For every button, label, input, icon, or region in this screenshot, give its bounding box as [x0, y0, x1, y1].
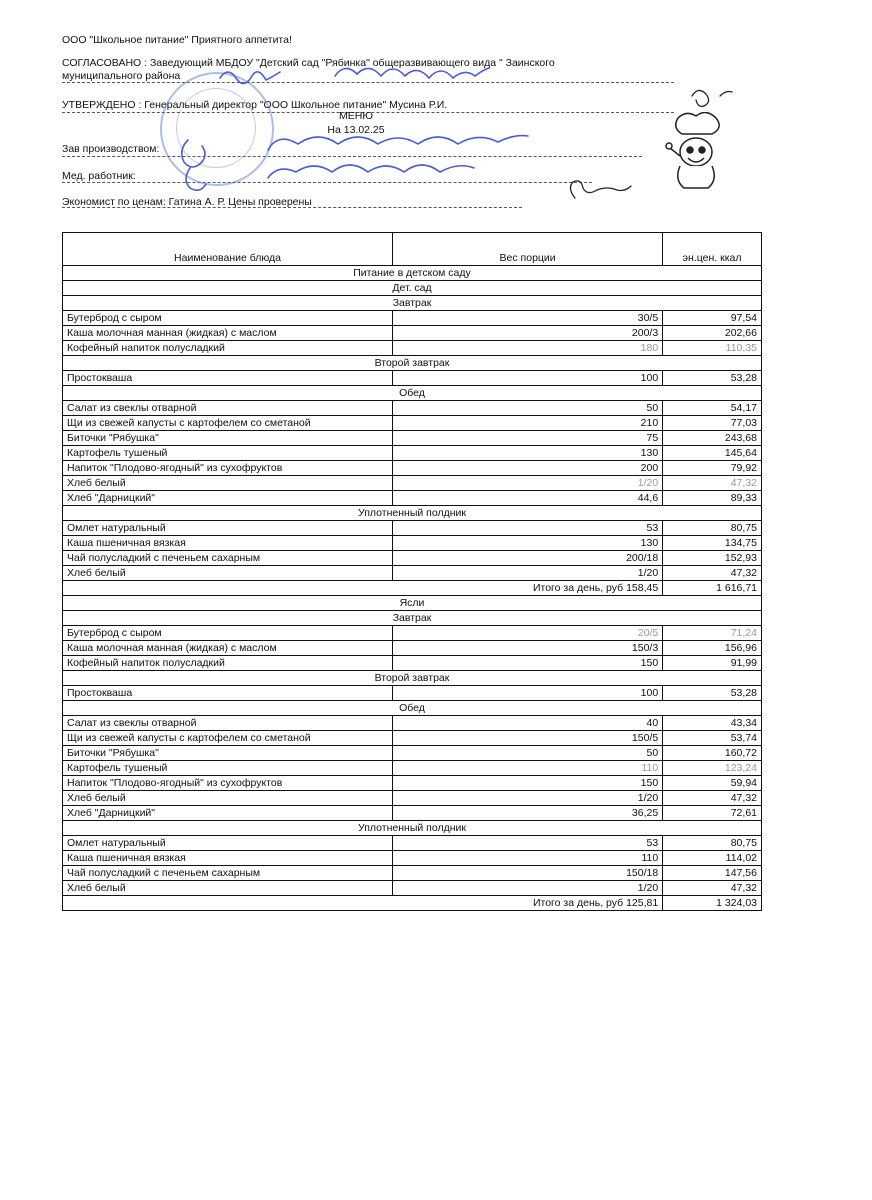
medic-label: Мед. работник: [62, 170, 136, 182]
table-row [63, 866, 762, 881]
dish-weight: 210 [393, 416, 663, 431]
dish-name: Картофель тушеный [63, 761, 393, 776]
dish-kcal: 89,33 [663, 491, 762, 506]
dish-kcal: 71,24 [663, 626, 762, 641]
dish-kcal: 110,35 [663, 341, 762, 356]
dish-kcal: 202,66 [663, 326, 762, 341]
meal-row [63, 611, 762, 626]
menu-table [62, 232, 762, 911]
dish-kcal: 152,93 [663, 551, 762, 566]
table-row [63, 761, 762, 776]
dish-name: Простокваша [63, 371, 393, 386]
dish-weight: 200/18 [393, 551, 663, 566]
dish-name: Напиток "Плодово-ягодный" из сухофруктов [63, 776, 393, 791]
dish-kcal: 47,32 [663, 791, 762, 806]
table-row [63, 536, 762, 551]
table-row [63, 731, 762, 746]
dish-name: Чай полусладкий с печеньем сахарным [63, 866, 393, 881]
table-row [63, 641, 762, 656]
meal-row [63, 821, 762, 836]
dish-weight: 1/20 [393, 476, 663, 491]
meal-title: Уплотненный полдник [63, 821, 762, 836]
column-header-kcal: эн.цен. ккал [663, 233, 762, 266]
chef-mascot-icon [664, 112, 728, 192]
table-row [63, 626, 762, 641]
dish-kcal: 43,34 [663, 716, 762, 731]
dish-kcal: 243,68 [663, 431, 762, 446]
dish-kcal: 123,24 [663, 761, 762, 776]
group-row [63, 596, 762, 611]
dish-name: Хлеб "Дарницкий" [63, 491, 393, 506]
dish-kcal: 77,03 [663, 416, 762, 431]
dish-kcal: 80,75 [663, 521, 762, 536]
table-row [63, 836, 762, 851]
dish-weight: 100 [393, 686, 663, 701]
dish-kcal: 134,75 [663, 536, 762, 551]
table-row [63, 521, 762, 536]
dish-kcal: 160,72 [663, 746, 762, 761]
dish-kcal: 91,99 [663, 656, 762, 671]
column-header-weight: Вес порции [393, 233, 663, 266]
group-title: Ясли [63, 596, 762, 611]
table-row [63, 416, 762, 431]
dish-name: Биточки "Рябушка" [63, 431, 393, 446]
dish-weight: 20/5 [393, 626, 663, 641]
table-row [63, 551, 762, 566]
table-row [63, 491, 762, 506]
total-spacer [63, 581, 393, 596]
menu-title: МЕНЮ [339, 110, 373, 122]
meal-row [63, 356, 762, 371]
agreed-line: СОГЛАСОВАНО : Заведующий МБДОУ "Детский сад "Рябинка" общеразвивающего вида " Заинского [62, 57, 555, 69]
dish-name: Каша молочная манная (жидкая) с маслом [63, 326, 393, 341]
dish-name: Каша молочная манная (жидкая) с маслом [63, 641, 393, 656]
dish-name: Напиток "Плодово-ягодный" из сухофруктов [63, 461, 393, 476]
group-title: Дет. сад [63, 281, 762, 296]
dish-name: Каша пшеничная вязкая [63, 851, 393, 866]
meal-title: Завтрак [63, 296, 762, 311]
dish-weight: 75 [393, 431, 663, 446]
dish-weight: 44,6 [393, 491, 663, 506]
table-row [63, 401, 762, 416]
handwritten-signatures [0, 0, 872, 230]
meal-title: Уплотненный полдник [63, 506, 762, 521]
table-row [63, 371, 762, 386]
dish-weight: 150 [393, 656, 663, 671]
total-kcal: 1 616,71 [663, 581, 762, 596]
table-row [63, 461, 762, 476]
dish-weight: 110 [393, 851, 663, 866]
dish-weight: 50 [393, 401, 663, 416]
table-row [63, 806, 762, 821]
meal-title: Второй завтрак [63, 671, 762, 686]
dish-name: Хлеб белый [63, 881, 393, 896]
table-row [63, 716, 762, 731]
dish-weight: 150/5 [393, 731, 663, 746]
dish-weight: 110 [393, 761, 663, 776]
meal-title: Обед [63, 701, 762, 716]
total-label: Итого за день, руб 125,81 [393, 896, 663, 911]
dish-kcal: 97,54 [663, 311, 762, 326]
meal-row [63, 296, 762, 311]
total-kcal: 1 324,03 [663, 896, 762, 911]
dish-kcal: 53,74 [663, 731, 762, 746]
meal-row [63, 386, 762, 401]
dish-weight: 40 [393, 716, 663, 731]
dish-weight: 150 [393, 776, 663, 791]
meal-row [63, 671, 762, 686]
economist-line: Экономист по ценам: Гатина А. Р. Цены проверены [62, 196, 312, 208]
agreed-line-2: муниципального района [62, 70, 181, 82]
table-row [63, 341, 762, 356]
total-row [63, 581, 762, 596]
dish-weight: 150/18 [393, 866, 663, 881]
dish-name: Каша пшеничная вязкая [63, 536, 393, 551]
table-row [63, 851, 762, 866]
table-row [63, 566, 762, 581]
total-label: Итого за день, руб 158,45 [393, 581, 663, 596]
dish-name: Хлеб "Дарницкий" [63, 806, 393, 821]
dish-kcal: 79,92 [663, 461, 762, 476]
dish-weight: 50 [393, 746, 663, 761]
table-row [63, 311, 762, 326]
dish-name: Щи из свежей капусты с картофелем со сметаной [63, 416, 393, 431]
dish-kcal: 72,61 [663, 806, 762, 821]
table-row [63, 776, 762, 791]
dish-kcal: 47,32 [663, 881, 762, 896]
dish-kcal: 59,94 [663, 776, 762, 791]
dish-name: Хлеб белый [63, 476, 393, 491]
dish-name: Хлеб белый [63, 791, 393, 806]
section-title: Питание в детском саду [63, 266, 762, 281]
dish-weight: 1/20 [393, 566, 663, 581]
table-header-row [63, 233, 762, 266]
dish-kcal: 156,96 [663, 641, 762, 656]
dish-weight: 53 [393, 521, 663, 536]
dish-kcal: 53,28 [663, 371, 762, 386]
dish-name: Простокваша [63, 686, 393, 701]
meal-row [63, 506, 762, 521]
dish-weight: 36,25 [393, 806, 663, 821]
dish-name: Салат из свеклы отварной [63, 716, 393, 731]
dish-name: Омлет натуральный [63, 521, 393, 536]
column-header-dish: Наименование блюда [63, 233, 393, 266]
dish-weight: 180 [393, 341, 663, 356]
dish-weight: 1/20 [393, 791, 663, 806]
dish-weight: 200 [393, 461, 663, 476]
total-spacer [63, 896, 393, 911]
dish-name: Хлеб белый [63, 566, 393, 581]
dish-weight: 100 [393, 371, 663, 386]
dish-kcal: 80,75 [663, 836, 762, 851]
meal-title: Завтрак [63, 611, 762, 626]
section-title-row [63, 266, 762, 281]
dish-name: Чай полусладкий с печеньем сахарным [63, 551, 393, 566]
dish-name: Биточки "Рябушка" [63, 746, 393, 761]
meal-row [63, 701, 762, 716]
dish-weight: 130 [393, 536, 663, 551]
dish-kcal: 114,02 [663, 851, 762, 866]
table-row [63, 791, 762, 806]
dish-name: Картофель тушеный [63, 446, 393, 461]
dish-name: Кофейный напиток полусладкий [63, 656, 393, 671]
dish-name: Омлет натуральный [63, 836, 393, 851]
dish-weight: 200/3 [393, 326, 663, 341]
table-row [63, 746, 762, 761]
table-row [63, 326, 762, 341]
dish-kcal: 54,17 [663, 401, 762, 416]
dish-weight: 1/20 [393, 881, 663, 896]
approved-line: УТВЕРЖДЕНО : Генеральный директор "ООО Школьное питание" Мусина Р.И. [62, 99, 448, 111]
dish-name: Салат из свеклы отварной [63, 401, 393, 416]
table-row [63, 656, 762, 671]
dish-kcal: 147,56 [663, 866, 762, 881]
dish-weight: 150/3 [393, 641, 663, 656]
group-row [63, 281, 762, 296]
dish-name: Бутерброд с сыром [63, 626, 393, 641]
production-head-label: Зав производством: [62, 143, 160, 155]
dish-kcal: 53,28 [663, 686, 762, 701]
dish-name: Щи из свежей капусты с картофелем со сметаной [63, 731, 393, 746]
table-row [63, 881, 762, 896]
company-line: ООО "Школьное питание" Приятного аппетита! [62, 34, 292, 46]
table-row [63, 476, 762, 491]
dish-name: Кофейный напиток полусладкий [63, 341, 393, 356]
dish-kcal: 47,32 [663, 476, 762, 491]
dish-kcal: 145,64 [663, 446, 762, 461]
table-row [63, 446, 762, 461]
dish-weight: 130 [393, 446, 663, 461]
meal-title: Второй завтрак [63, 356, 762, 371]
table-row [63, 431, 762, 446]
dish-kcal: 47,32 [663, 566, 762, 581]
dish-weight: 30/5 [393, 311, 663, 326]
total-row [63, 896, 762, 911]
meal-title: Обед [63, 386, 762, 401]
dish-weight: 53 [393, 836, 663, 851]
table-row [63, 686, 762, 701]
menu-date: На 13.02.25 [327, 124, 385, 136]
dish-name: Бутерброд с сыром [63, 311, 393, 326]
